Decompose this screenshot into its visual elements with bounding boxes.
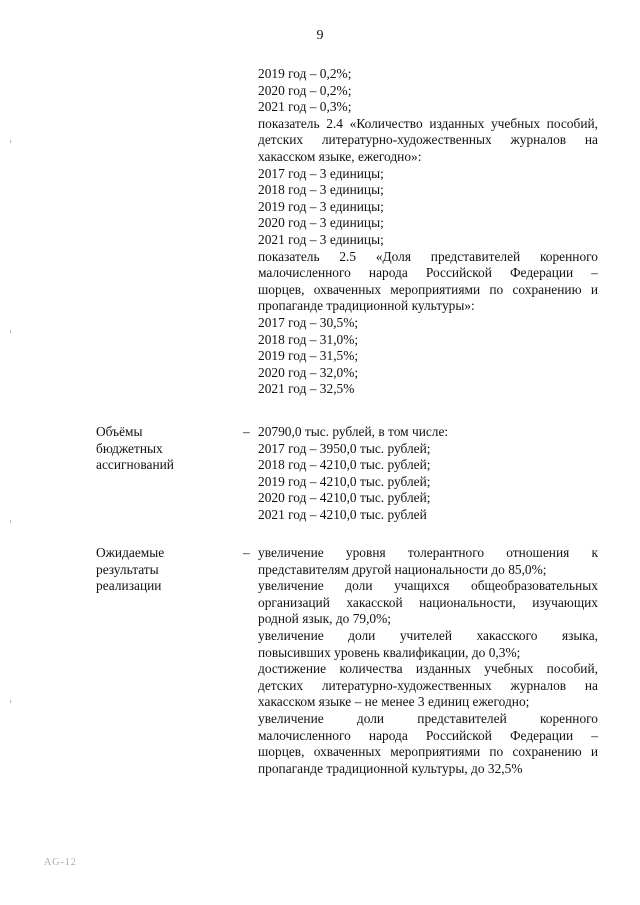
text-line: 2020 год – 0,2%;	[258, 82, 352, 98]
text-line: 2017 год – 3950,0 тыс. рублей;	[258, 440, 431, 456]
label-line: результаты	[96, 561, 159, 577]
results-label	[96, 545, 164, 595]
text-line: 2018 год – 3 единицы;	[258, 182, 384, 198]
text-line: детских литературно-художественных журналов на	[258, 132, 598, 148]
text-line: детских литературно-художественных журналов на	[258, 677, 598, 693]
text-line: представителям другой национальности до 85,0%;	[258, 561, 547, 577]
text-line: 2021 год – 3 единицы;	[258, 231, 384, 247]
text-line: хакасском языке – не менее 3 единиц ежегодно;	[258, 694, 530, 710]
text-line: малочисленного народа Российской Федерации –	[258, 727, 598, 743]
text-line: шорцев, охваченных мероприятиями по сохранению и	[258, 744, 598, 760]
text-line: 2020 год – 4210,0 тыс. рублей;	[258, 490, 431, 506]
label-line: ассигнований	[96, 457, 174, 473]
text-line: показатель 2.4 «Количество изданных учебных пособий,	[258, 115, 598, 131]
text-line: 2017 год – 30,5%;	[258, 314, 359, 330]
text-line: хакасском языке, ежегодно»:	[258, 148, 422, 164]
label-line: Объёмы	[96, 424, 143, 439]
text-line: достижение количества изданных учебных пособий,	[258, 661, 598, 677]
text-line: увеличение доли представителей коренного	[258, 710, 598, 726]
text-line: увеличение доли учащихся общеобразовательных	[258, 578, 598, 594]
results-block	[258, 545, 598, 777]
budget-block	[258, 424, 598, 524]
page-number: 9	[316, 28, 324, 43]
text-line: 2019 год – 4210,0 тыс. рублей;	[258, 473, 431, 489]
text-line: 2021 год – 4210,0 тыс. рублей	[258, 506, 427, 522]
label-line: реализации	[96, 578, 162, 594]
text-line: шорцев, охваченных мероприятиями по сохранению и	[258, 281, 598, 297]
footer-stamp: AG-12	[44, 857, 77, 868]
text-line: 20790,0 тыс. рублей, в том числе:	[258, 424, 449, 439]
text-line: родной язык, до 79,0%;	[258, 611, 392, 627]
scan-speck	[10, 140, 11, 143]
text-line: повысивших уровень квалификации, до 0,3%;	[258, 644, 521, 660]
text-line: показатель 2.5 «Доля представителей коренного	[258, 248, 598, 264]
results-dash: –	[243, 545, 250, 560]
text-line: увеличение уровня толерантного отношения к	[258, 545, 598, 560]
text-line: организаций хакасской национальности, изучающих	[258, 594, 598, 610]
text-line: 2020 год – 3 единицы;	[258, 215, 384, 231]
text-line: 2019 год – 31,5%;	[258, 348, 359, 364]
label-line: Ожидаемые	[96, 545, 165, 560]
text-line: 2019 год – 3 единицы;	[258, 198, 384, 214]
indicators-block	[258, 66, 598, 398]
text-line: 2021 год – 32,5%	[258, 381, 355, 397]
label-line: бюджетных	[96, 440, 163, 456]
text-line: 2021 год – 0,3%;	[258, 99, 352, 115]
text-line: пропаганде традиционной культуры»:	[258, 298, 475, 314]
budget-label	[96, 424, 174, 474]
text-line: 2019 год – 0,2%;	[258, 66, 352, 81]
scan-speck	[10, 520, 11, 523]
text-line: 2020 год – 32,0%;	[258, 364, 359, 380]
scan-speck	[10, 700, 11, 703]
text-line: пропаганде традиционной культуры, до 32,5%	[258, 760, 523, 776]
scan-speck	[10, 330, 11, 333]
text-line: 2018 год – 31,0%;	[258, 331, 359, 347]
text-line: 2017 год – 3 единицы;	[258, 165, 384, 181]
text-line: увеличение доли учителей хакасского языка,	[258, 627, 598, 643]
budget-dash: –	[243, 424, 250, 439]
text-line: 2018 год – 4210,0 тыс. рублей;	[258, 457, 431, 473]
text-line: малочисленного народа Российской Федерации –	[258, 265, 598, 281]
